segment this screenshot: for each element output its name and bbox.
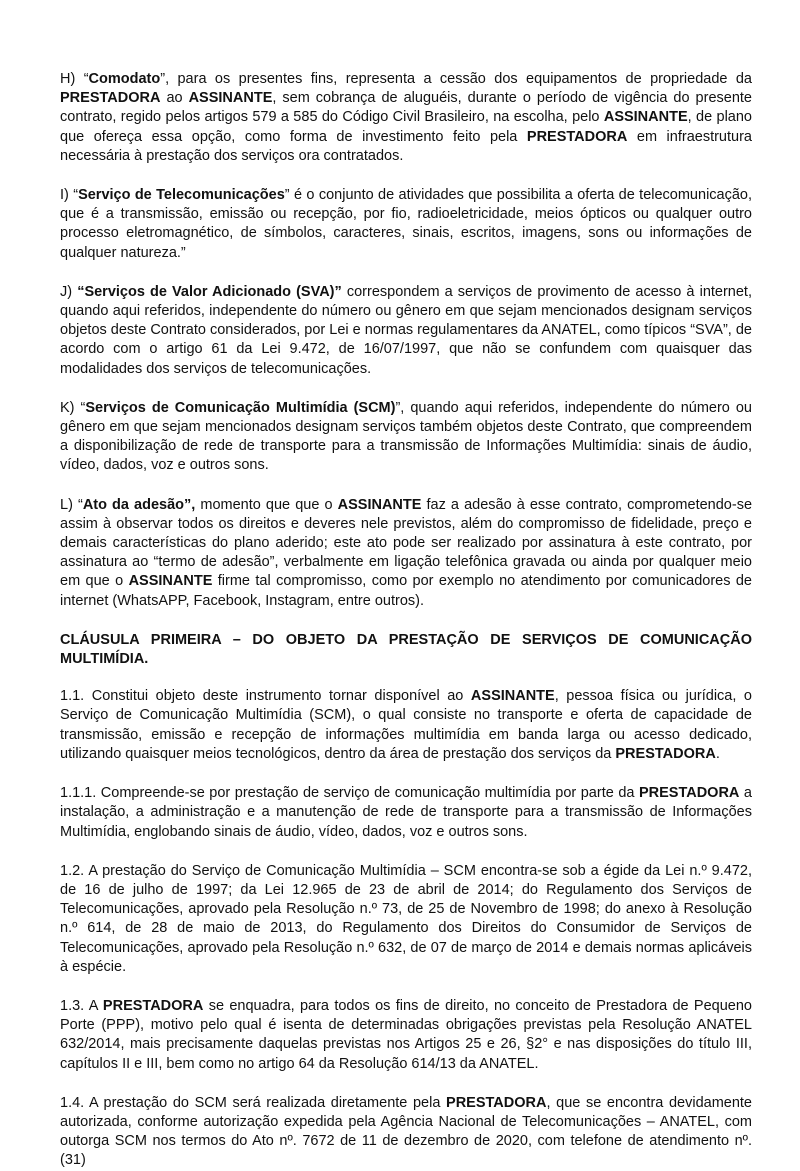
text: K) “ (60, 399, 86, 416)
text: ”, para os presentes fins, representa a cessão dos equipamentos de propriedade da (160, 71, 752, 87)
clause-heading: CLÁUSULA PRIMEIRA – DO OBJETO DA PRESTAÇÃO DE SERVIÇOS DE COMUNICAÇÃO MULTIMÍDIA. (60, 631, 752, 668)
text: correspondem a serviços de provimento de acesso à internet, quando aqui referidos, independente do número ou gênero em que sejam mencionados designam serviços objetos deste Contrato considerados, por Lei e normas regulamentares da ANATEL, como típicos “SVA”, de acordo com o artigo 61 da Lei 9.472, de 16/07/1997, que não se confundem com quaisquer das modalidades dos serviços de telecomunicações. (60, 283, 752, 377)
text: momento que que o (195, 496, 338, 513)
text: I) “ (60, 187, 79, 204)
text: , sem cobrança de aluguéis, durante o período de vigência do presente contrato, regido pelos artigos 579 a 585 do Código Civil Brasileiro, na escolha, pelo (60, 90, 752, 126)
text: J) (60, 283, 78, 300)
party-name: PRESTADORA (526, 128, 628, 145)
party-name: ASSINANTE (337, 496, 422, 513)
party-name: PRESTADORA (60, 90, 161, 107)
text: ao (160, 90, 189, 107)
text: , pessoa física ou jurídica, o Serviço de Comunicação Multimídia (SCM), o qual consiste no transporte e oferta de capacidade de transmissão, emissão e recepção de informações multimídia em banda larga ou acesso dedicado, utilizando quaisquer meios tecnológicos, dentro da área de prestação dos serviços da (60, 688, 752, 762)
clause-1-2: 1.2. A prestação do Serviço de Comunicação Multimídia – SCM encontra-se sob a égide da Lei n.º 9.472, de 16 de julho de 1997; da Lei 12.965 de 23 de abril de 2014; do Regulamento dos Serviços de Telecomunicações, aprovado pela Resolução n.º 73, de 25 de Novembro de 1998; do anexo à Resolução n.º 614, de 28 de maio de 2013, do Regulamento dos Direitos do Consumidor de Serviços de Telecomunicações, aprovado pela Resolução n.º 632, de 07 de março de 2014 e demais normas aplicáveis à espécie. (60, 862, 752, 975)
definition-k (60, 399, 752, 476)
text: em infraestrutura necessária à prestação dos serviços ora contratados. (60, 128, 752, 164)
party-name: ASSINANTE (128, 573, 213, 590)
text: ”, quando aqui referidos, independente do número ou gênero em que sejam mencionados designam serviços também objetos deste Contrato, que compreendem a disponibilização de rede de transporte para a transmissão de Informações Multimídia: sinais de áudio, vídeo, dados, voz e outros sons. (60, 399, 752, 474)
definition-l (60, 496, 752, 611)
text: ” é o conjunto de atividades que possibilita a oferta de telecomunicação, que é a transmissão, emissão ou recepção, por fio, radioeletricidade, meios ópticos ou qualquer outro processo eletromagnético, de símbolos, caracteres, sinais, escritos, imagens, sons ou informações de qualquer natureza.” (60, 187, 753, 261)
text: firme tal compromisso, como por exemplo no atendimento por comunicadores de internet (WhatsAPP, Facebook, Instagram, entre outros). (60, 573, 752, 609)
text: 1.3. A (60, 997, 103, 1014)
party-name: PRESTADORA (638, 785, 740, 802)
party-name: ASSINANTE (188, 90, 273, 107)
clause-1-4 (60, 1094, 752, 1171)
text: a instalação, a administração e a manutenção de rede de transporte para a transmissão de Informações Multimídia, englobando sinais de áudio, vídeo, dados, voz e outros sons. (60, 785, 752, 840)
text: , de plano que ofereça essa opção, como forma de investimento feito pela (60, 109, 752, 145)
text: 1.1.1. Compreende-se por prestação de serviço de comunicação multimídia por parte da (60, 785, 639, 802)
party-name: ASSINANTE (603, 109, 688, 126)
term: Comodato (88, 71, 161, 87)
definition-i (60, 186, 752, 263)
clause-1-3 (60, 997, 752, 1074)
definition-j (60, 283, 752, 379)
text: 1.4. A prestação do SCM será realizada diretamente pela (60, 1094, 447, 1111)
text: se enquadra, para todos os fins de direito, no conceito de Prestadora de Pequeno Porte (PPP), motivo pelo qual é isenta de determinadas obrigações previstas pela Resolução ANATEL 632/2014, mais precisamente daquelas previstas nos Artigos 25 e 26, §2° e nas disposições do título III, capítulos II e III, bem como no artigo 64 da Resolução 614/13 da ANATEL. (60, 997, 752, 1072)
term: Serviço de Telecomunicações (78, 187, 285, 204)
definition-h (60, 70, 752, 166)
text: faz a adesão à esse contrato, comprometendo-se assim à observar todos os direitos e deveres nele previstos, além do compromisso de fidelidade, preço e demais características do plano aderido; este ato pode ser realizado por assinatura à este contrato, por assinatura ao “termo de adesão”, verbalmente em ligação telefônica gravada ou ainda por qualquer meio em que o (60, 496, 753, 590)
text: L) “ (60, 496, 83, 513)
term: Ato da adesão”, (82, 496, 196, 513)
text: H) “ (60, 71, 89, 87)
text: , que se encontra devidamente autorizada, conforme autorização expedida pela Agência Nacional de Telecomunicações – ANATEL, com outorga SCM nos termos do Ato nº. 7672 de 11 de dezembro de 2020, com telefone de atendimento nº. (31) (60, 1094, 752, 1169)
party-name: PRESTADORA (615, 745, 716, 762)
text: . (715, 745, 720, 762)
term: Serviços de Comunicação Multimídia (SCM) (85, 399, 396, 416)
clause-1-1 (60, 687, 752, 764)
text: 1.1. Constitui objeto deste instrumento tornar disponível ao (60, 688, 471, 705)
term: “Serviços de Valor Adicionado (SVA)” (77, 283, 342, 300)
party-name: PRESTADORA (102, 997, 204, 1014)
party-name: ASSINANTE (470, 688, 555, 705)
party-name: PRESTADORA (446, 1094, 547, 1111)
clause-1-1-1 (60, 784, 752, 842)
